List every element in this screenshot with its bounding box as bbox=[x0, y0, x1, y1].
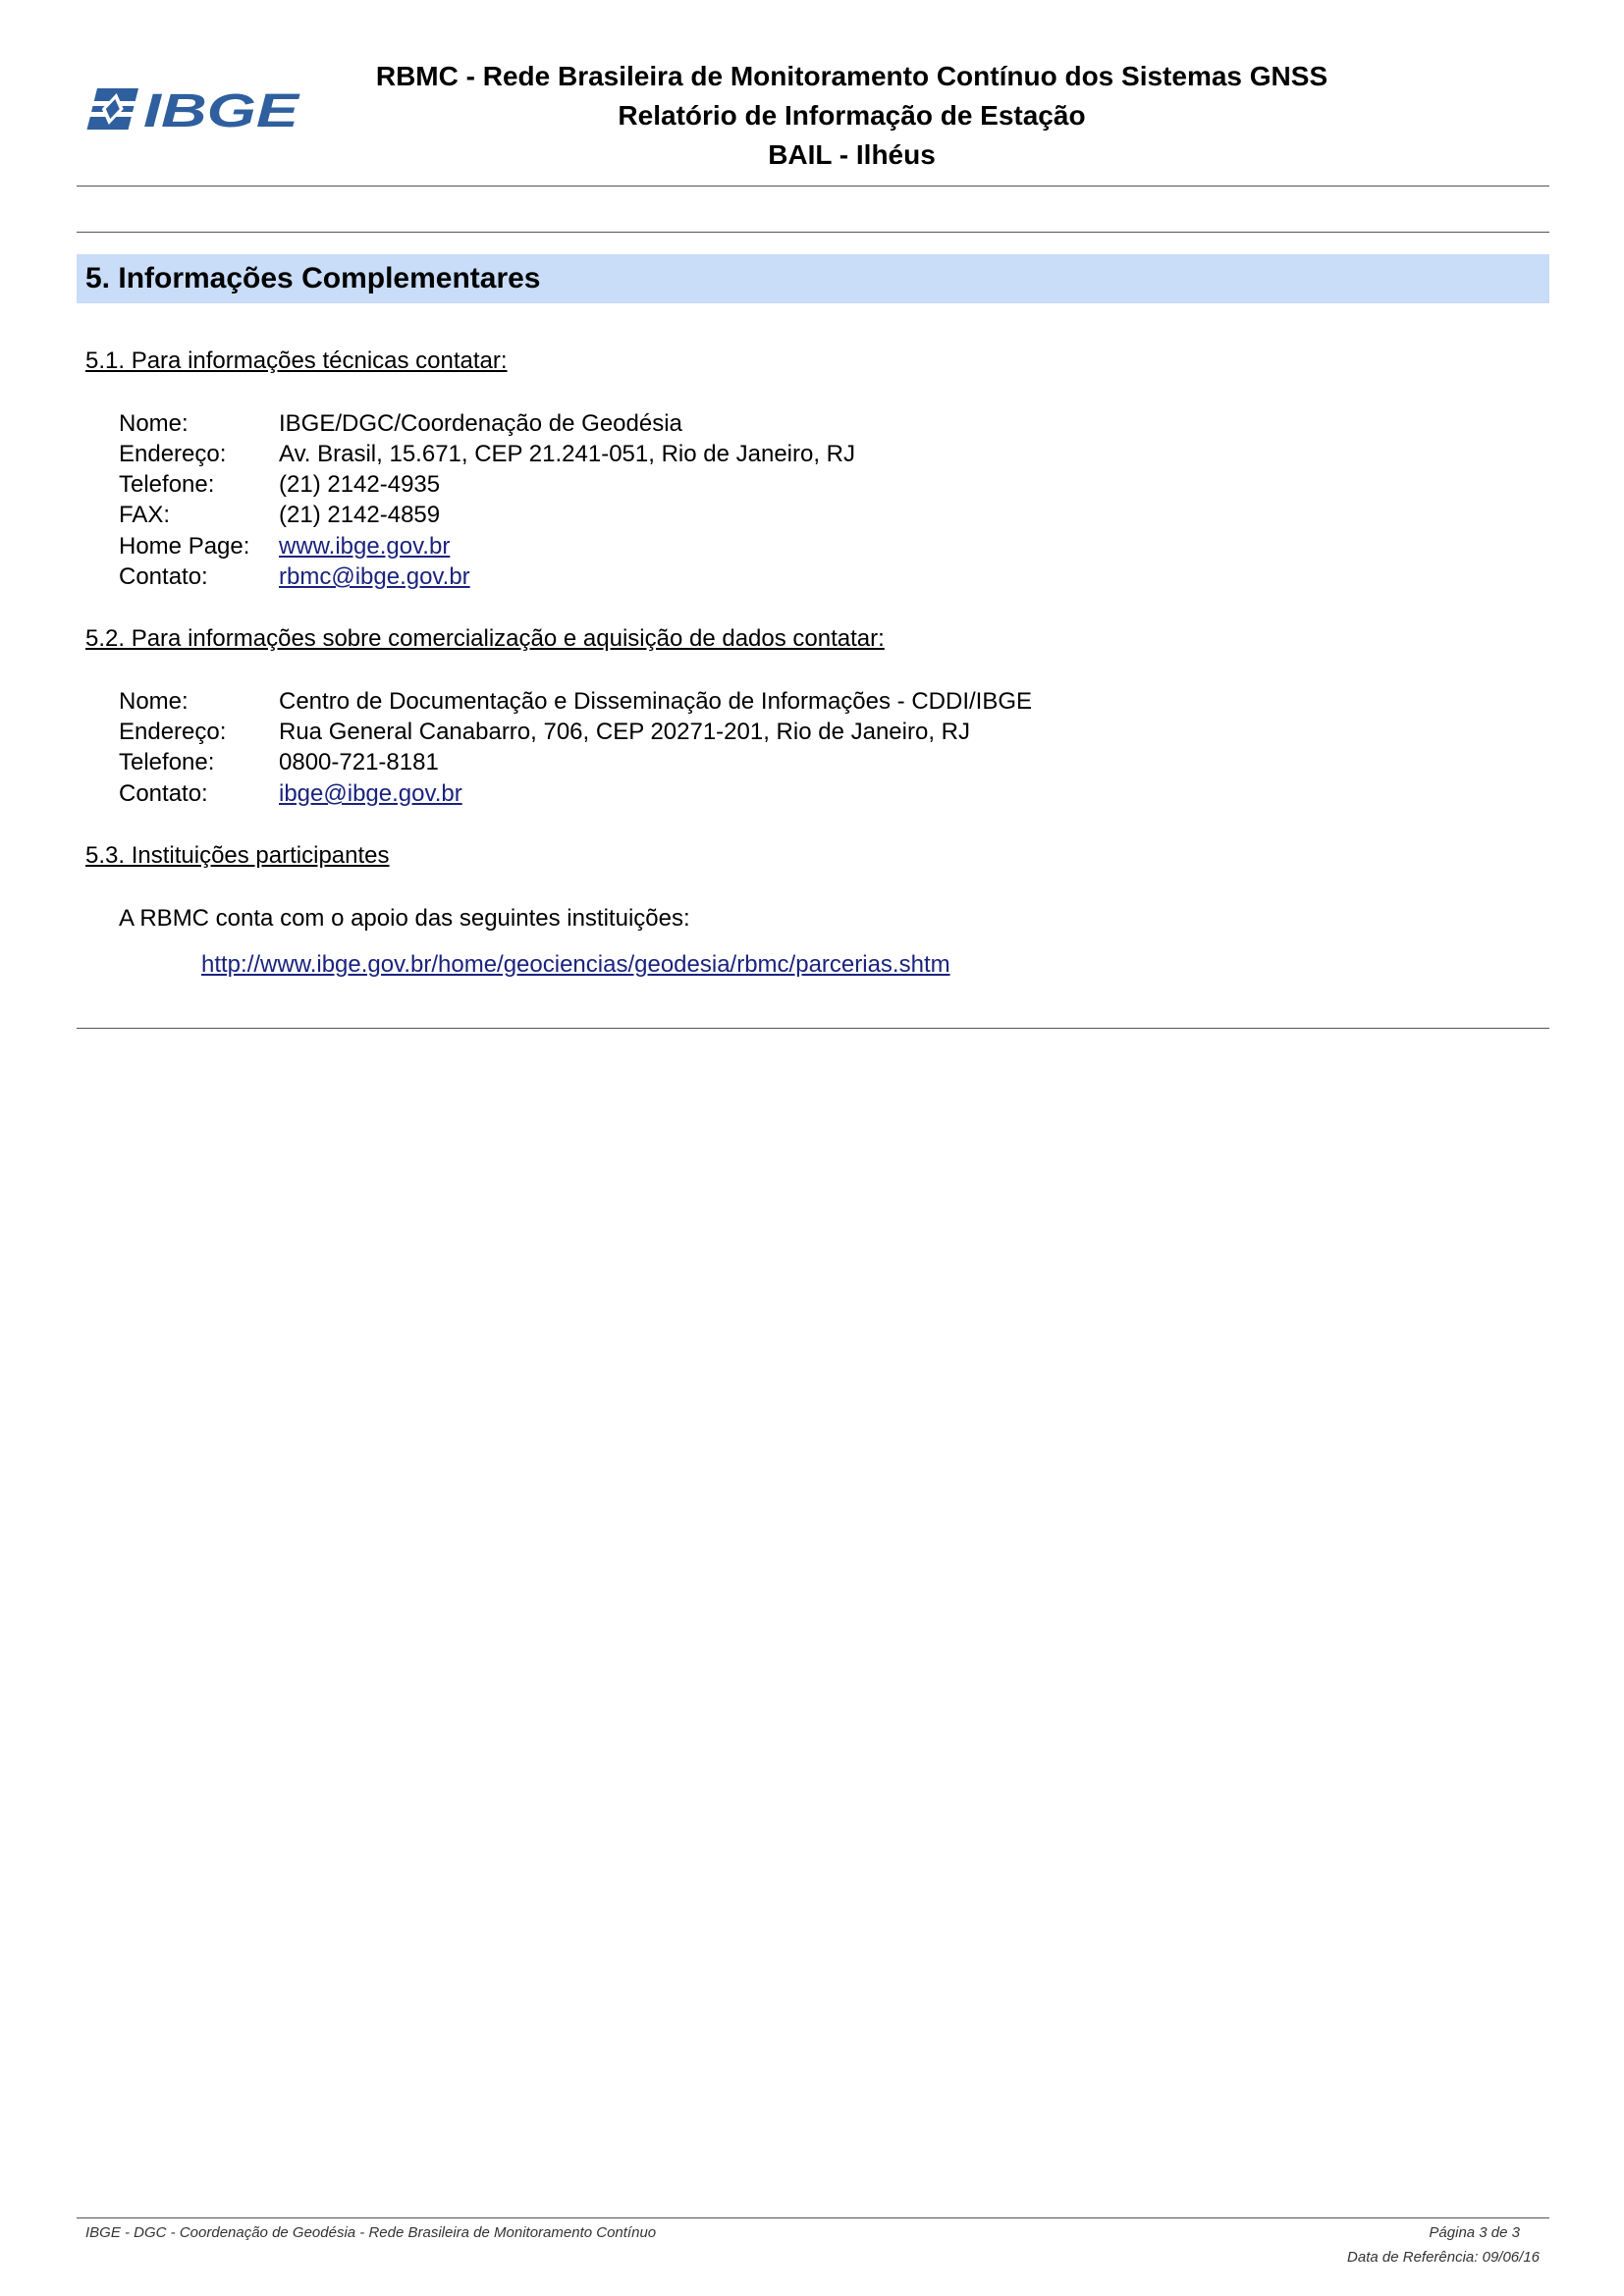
technical-fax-label: FAX: bbox=[119, 502, 171, 528]
partners-url-link[interactable]: http://www.ibge.gov.br/home/geociencias/geodesia/rbmc/parcerias.shtm bbox=[201, 951, 950, 978]
institutions-heading: 5.3. Instituições participantes bbox=[85, 842, 390, 869]
technical-address-value: Av. Brasil, 15.671, CEP 21.241-051, Rio de Janeiro, RJ bbox=[279, 441, 856, 467]
technical-homepage-label: Home Page: bbox=[119, 533, 250, 560]
header-title-station: BAIL - Ilhéus bbox=[768, 139, 936, 170]
technical-phone-value: (21) 2142-4935 bbox=[279, 471, 441, 498]
commercial-address-value: Rua General Canabarro, 706, CEP 20271-201, Rio de Janeiro, RJ bbox=[279, 719, 970, 745]
commercial-name-label: Nome: bbox=[119, 688, 189, 715]
ibge-logo-emblem bbox=[85, 88, 140, 130]
header-title-network: RBMC - Rede Brasileira de Monitoramento Contínuo dos Sistemas GNSS bbox=[375, 61, 1328, 91]
technical-contact-heading: 5.1. Para informações técnicas contatar: bbox=[85, 347, 508, 374]
ibge-email-link[interactable]: ibge@ibge.gov.br bbox=[279, 780, 462, 807]
footer-page-number: Página 3 de 3 bbox=[1429, 2224, 1520, 2241]
rbmc-email-link[interactable]: rbmc@ibge.gov.br bbox=[279, 563, 470, 590]
technical-address-label: Endereço: bbox=[119, 441, 227, 467]
commercial-contact-label: Contato: bbox=[119, 780, 208, 807]
report-header bbox=[353, 57, 1350, 175]
ibge-logo-text: IBGE bbox=[143, 85, 301, 133]
technical-name-value: IBGE/DGC/Coordenação de Geodésia bbox=[279, 410, 682, 437]
homepage-link[interactable]: www.ibge.gov.br bbox=[279, 533, 451, 560]
header-divider bbox=[77, 186, 1549, 187]
commercial-contact-heading: 5.2. Para informações sobre comercialização e aquisição de dados contatar: bbox=[85, 625, 885, 652]
institutions-text: A RBMC conta com o apoio das seguintes instituições: bbox=[119, 905, 690, 932]
header-title-report: Relatório de Informação de Estação bbox=[618, 100, 1086, 131]
ibge-logo bbox=[82, 84, 304, 133]
technical-name-label: Nome: bbox=[119, 410, 189, 437]
commercial-phone-label: Telefone: bbox=[119, 749, 215, 775]
footer-org: IBGE - DGC - Coordenação de Geodésia - Rede Brasileira de Monitoramento Contínuo bbox=[85, 2224, 657, 2241]
technical-contact-label: Contato: bbox=[119, 563, 208, 590]
section-title: 5. Informações Complementares bbox=[77, 254, 1549, 303]
section-top-divider bbox=[77, 232, 1549, 233]
commercial-phone-value: 0800-721-8181 bbox=[279, 749, 439, 775]
footer-reference-date: Data de Referência: 09/06/16 bbox=[1347, 2249, 1540, 2266]
commercial-name-value: Centro de Documentação e Disseminação de Informações - CDDI/IBGE bbox=[279, 688, 1033, 715]
footer-divider bbox=[77, 2217, 1549, 2218]
technical-phone-label: Telefone: bbox=[119, 471, 215, 498]
section-bottom-divider bbox=[77, 1028, 1549, 1029]
commercial-address-label: Endereço: bbox=[119, 719, 227, 745]
technical-fax-value: (21) 2142-4859 bbox=[279, 502, 441, 528]
